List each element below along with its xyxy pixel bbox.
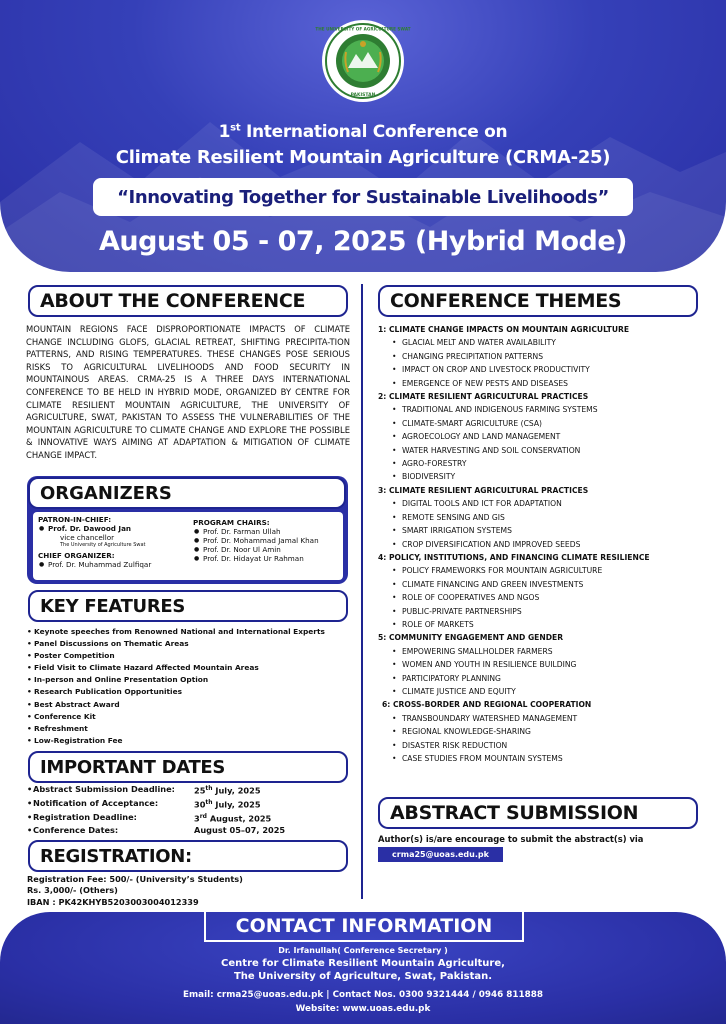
theme-item: • IMPACT ON CROP AND LIVESTOCK PRODUCTIVITY bbox=[396, 363, 708, 376]
date-row bbox=[27, 797, 357, 811]
contact-website[interactable]: Website: www.uoas.edu.pk bbox=[295, 1004, 431, 1014]
organizers-content bbox=[33, 512, 343, 580]
patron-title: vice chancellor bbox=[60, 533, 115, 542]
patron-org: The University of Agriculture Swat bbox=[60, 542, 146, 548]
column-divider bbox=[361, 284, 363, 899]
important-dates-list bbox=[27, 783, 357, 837]
theme-item: • AGRO-FORESTRY bbox=[396, 457, 708, 470]
date-row bbox=[27, 783, 357, 797]
abstract-heading: ABSTRACT SUBMISSION bbox=[378, 797, 698, 829]
theme-item: • CLIMATE FINANCING AND GREEN INVESTMENTS bbox=[396, 578, 708, 591]
theme-item: • CLIMATE JUSTICE AND EQUITY bbox=[396, 685, 708, 698]
date-row bbox=[27, 824, 357, 836]
patron-name: ● Prof. Dr. Dawood Jan bbox=[38, 524, 188, 533]
feature-item: • Best Abstract Award bbox=[27, 699, 357, 711]
feature-item: • Field Visit to Climate Hazard Affected Mountain Areas bbox=[27, 662, 357, 674]
abstract-text: Author(s) is/are encourage to submit the abstract(s) via bbox=[378, 834, 644, 844]
feature-item: • In-person and Online Presentation Option bbox=[27, 674, 357, 686]
theme-item: • TRADITIONAL AND INDIGENOUS FARMING SYSTEMS bbox=[396, 403, 708, 416]
chair-item: ● Prof. Dr. Noor Ul Amin bbox=[193, 545, 341, 554]
chief-name: ● Prof. Dr. Muhammad Zulfiqar bbox=[38, 560, 188, 569]
date-value: 25th July, 2025 bbox=[194, 785, 261, 796]
theme-item: • CLIMATE-SMART AGRICULTURE (CSA) bbox=[396, 417, 708, 430]
feature-item: • Refreshment bbox=[27, 723, 357, 735]
university-seal-icon bbox=[315, 22, 411, 100]
theme-item: • CHANGING PRECIPITATION PATTERNS bbox=[396, 350, 708, 363]
chair-item: ● Prof. Dr. Farman Ullah bbox=[193, 527, 341, 536]
theme-item: • AGROECOLOGY AND LAND MANAGEMENT bbox=[396, 430, 708, 443]
registration-fee-students: Registration Fee: 500/- (University’s Students) bbox=[27, 874, 243, 884]
date-row bbox=[27, 811, 357, 825]
program-chairs-section bbox=[193, 518, 341, 563]
themes-list bbox=[378, 323, 708, 765]
registration-fee-others: Rs. 3,000/- (Others) bbox=[27, 885, 118, 896]
feature-item: • Conference Kit bbox=[27, 711, 357, 723]
theme-title: 6: CROSS-BORDER AND REGIONAL COOPERATION bbox=[382, 700, 592, 710]
theme-item: • REMOTE SENSING AND GIS bbox=[396, 511, 708, 524]
date-label: • Registration Deadline: bbox=[27, 811, 194, 825]
feature-item: • Keynote speeches from Renowned National and International Experts bbox=[27, 626, 357, 638]
chief-label: CHIEF ORGANIZER: bbox=[38, 551, 115, 560]
theme-item: • ROLE OF MARKETS bbox=[396, 618, 708, 631]
conference-title-line2: Climate Resilient Mountain Agriculture (CRMA-25) bbox=[115, 147, 611, 168]
svg-text:PAKISTAN: PAKISTAN bbox=[350, 93, 376, 98]
theme-item: • WOMEN AND YOUTH IN RESILIENCE BUILDING bbox=[396, 658, 708, 671]
theme-item: • REGIONAL KNOWLEDGE-SHARING bbox=[396, 725, 708, 738]
feature-item: • Research Publication Opportunities bbox=[27, 686, 357, 698]
theme-item: • DIGITAL TOOLS AND ICT FOR ADAPTATION bbox=[396, 497, 708, 510]
theme-title: 5: COMMUNITY ENGAGEMENT AND GENDER bbox=[378, 633, 564, 643]
key-features-list bbox=[27, 626, 357, 747]
chair-item: ● Prof. Dr. Hidayat Ur Rahman bbox=[193, 554, 341, 563]
date-value: August 05–07, 2025 bbox=[194, 825, 286, 836]
contact-org-line1: Centre for Climate Resilient Mountain Agriculture, bbox=[221, 958, 505, 969]
registration-info bbox=[27, 874, 357, 908]
themes-heading: CONFERENCE THEMES bbox=[378, 285, 698, 317]
theme-item: • EMERGENCE OF NEW PESTS AND DISEASES bbox=[396, 377, 708, 390]
theme-title: 3: CLIMATE RESILIENT AGRICULTURAL PRACTICES bbox=[378, 485, 589, 495]
theme-item: • SMART IRRIGATION SYSTEMS bbox=[396, 524, 708, 537]
theme-item: • POLICY FRAMEWORKS FOR MOUNTAIN AGRICULTURE bbox=[396, 564, 708, 577]
theme-item: • WATER HARVESTING AND SOIL CONSERVATION bbox=[396, 444, 708, 457]
theme-title: 2: CLIMATE RESILIENT AGRICULTURAL PRACTICES bbox=[378, 392, 589, 402]
conference-title-line1: 1st International Conference on bbox=[218, 122, 508, 142]
theme-title: 4: POLICY, INSTITUTIONS, AND FINANCING CLIMATE RESILIENCE bbox=[378, 552, 650, 562]
hero-banner bbox=[0, 0, 726, 272]
date-label: • Conference Dates: bbox=[27, 824, 194, 836]
about-text: MOUNTAIN REGIONS FACE DISPROPORTIONATE IMPACTS OF CLIMATE CHANGE INCLUDING GLOFS, GLACIAL RETREAT, SHIFTING PRECIPITA-TION PATTERNS, AND RISING TEMPERATURES. THESE CHANGES POSE SERIOUS RISKS TO AGRICULTURAL LIVELIHOODS AND FOOD SECURITY IN MOUNTAINOUS AREAS. CRMA-25 IS A THREE DAYS INTERNATIONAL CONFERENCE TO BE HELD IN HYBRID MODE, ORGANIZED BY CENTRE FOR CLIMATE RESILIENT MOUNTAIN AGRICULTURE, THE UNIVERSITY OF AGRICULTURE, SWAT, PAKISTAN TO ASSESS THE VULNERABILITIES OF THE MOUNTAIN AGRICULTURE TO CLIMATE CHANGE AND EXPLORE THE POSSIBLE & INNOVATIVE WAYS AIMING AT ADAPTATION & MITIGATION OF CLIMATE CHANGE IMPACT. bbox=[26, 324, 350, 460]
theme-item: • GLACIAL MELT AND WATER AVAILABILITY bbox=[396, 336, 708, 349]
feature-item: • Poster Competition bbox=[27, 650, 357, 662]
theme-item: • EMPOWERING SMALLHOLDER FARMERS bbox=[396, 645, 708, 658]
date-label: • Abstract Submission Deadline: bbox=[27, 783, 194, 797]
patron-section bbox=[38, 515, 188, 569]
theme-item: • TRANSBOUNDARY WATERSHED MANAGEMENT bbox=[396, 712, 708, 725]
theme-title: 1: CLIMATE CHANGE IMPACTS ON MOUNTAIN AGRICULTURE bbox=[378, 325, 630, 334]
svg-text:THE UNIVERSITY OF AGRICULTURE: THE UNIVERSITY OF AGRICULTURE SWAT bbox=[315, 26, 411, 32]
chairs-label: PROGRAM CHAIRS: bbox=[193, 518, 270, 527]
abstract-email[interactable]: crma25@uoas.edu.pk bbox=[378, 847, 503, 862]
date-label: • Notification of Acceptance: bbox=[27, 797, 194, 811]
conference-dates: August 05 - 07, 2025 (Hybrid Mode) bbox=[99, 226, 627, 257]
feature-item: • Panel Discussions on Thematic Areas bbox=[27, 638, 357, 650]
organizers-heading: ORGANIZERS bbox=[28, 477, 346, 509]
feature-item: • Low-Registration Fee bbox=[27, 735, 357, 747]
theme-item: • BIODIVERSITY bbox=[396, 470, 708, 483]
theme-item: • DISASTER RISK REDUCTION bbox=[396, 739, 708, 752]
theme-item: • PUBLIC-PRIVATE PARTNERSHIPS bbox=[396, 605, 708, 618]
contact-footer bbox=[0, 912, 726, 1024]
registration-iban: IBAN : PK42KHYB5203003004012339 bbox=[27, 896, 199, 907]
date-value: 3rd August, 2025 bbox=[194, 812, 272, 824]
key-features-heading: KEY FEATURES bbox=[28, 590, 348, 622]
contact-org-line2: The University of Agriculture, Swat, Pakistan. bbox=[233, 971, 493, 982]
contact-email-phone[interactable]: Email: crma25@uoas.edu.pk | Contact Nos. 0300 9321444 / 0946 811888 bbox=[182, 990, 544, 1000]
theme-item: • CASE STUDIES FROM MOUNTAIN SYSTEMS bbox=[396, 752, 708, 765]
contact-person: Dr. Irfanullah( Conference Secretary ) bbox=[278, 946, 448, 955]
patron-label: PATRON-IN-CHIEF: bbox=[38, 515, 112, 524]
chair-item: ● Prof. Dr. Mohammad Jamal Khan bbox=[193, 536, 341, 545]
theme-item: • CROP DIVERSIFICATION AND IMPROVED SEEDS bbox=[396, 538, 708, 551]
date-value: 30th July, 2025 bbox=[194, 798, 261, 810]
university-logo bbox=[315, 20, 411, 102]
tagline-banner: “Innovating Together for Sustainable Livelihoods” bbox=[93, 178, 633, 216]
contact-heading: CONTACT INFORMATION bbox=[204, 912, 524, 942]
about-heading: ABOUT THE CONFERENCE bbox=[28, 285, 348, 317]
important-dates-heading: IMPORTANT DATES bbox=[28, 751, 348, 783]
registration-heading: REGISTRATION: bbox=[28, 840, 348, 872]
theme-item: • PARTICIPATORY PLANNING bbox=[396, 672, 708, 685]
theme-item: • ROLE OF COOPERATIVES AND NGOS bbox=[396, 591, 708, 604]
